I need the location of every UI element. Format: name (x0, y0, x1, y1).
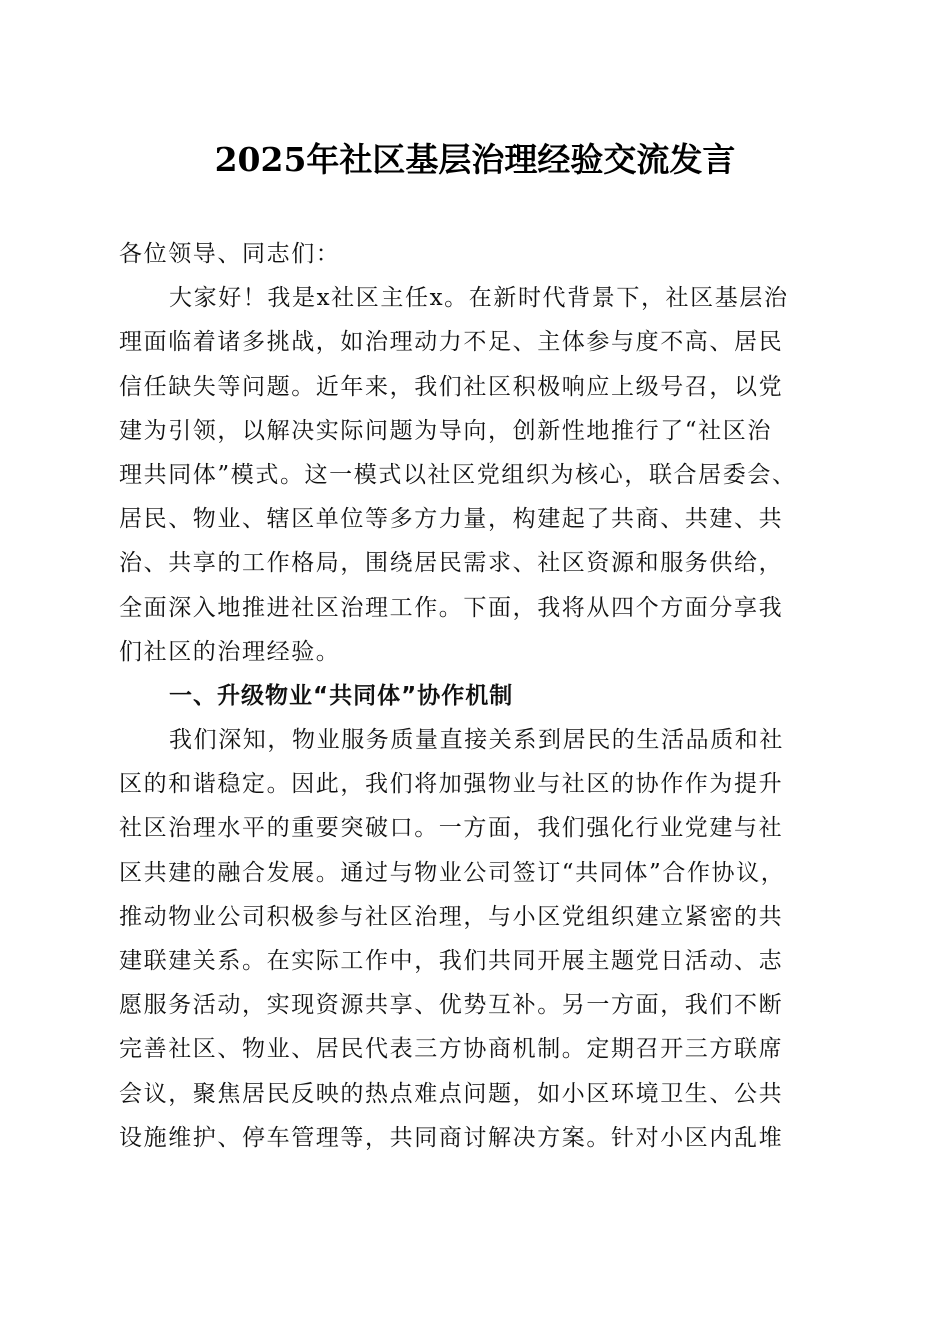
paragraph-line: 设施维护、停车管理等，共同商讨解决方案。针对小区内乱堆 (119, 1124, 784, 1151)
document-title: 2025年社区基层治理经验交流发言 (214, 140, 736, 179)
paragraph-line: 治、共享的工作格局，围绕居民需求、社区资源和服务供给， (119, 550, 784, 577)
paragraph-line: 愿服务活动，实现资源共享、优势互补。另一方面，我们不断 (119, 992, 784, 1019)
salutation: 各位领导、同志们： (119, 241, 341, 267)
paragraph-line: 会议，聚焦居民反映的热点难点问题，如小区环境卫生、公共 (119, 1080, 784, 1107)
paragraph-line: 社区治理水平的重要突破口。一方面，我们强化行业党建与社 (119, 815, 784, 842)
document-body (119, 232, 859, 1160)
paragraph-line: 推动物业公司积极参与社区治理，与小区党组织建立紧密的共 (119, 903, 784, 930)
paragraph-line: 建联建关系。在实际工作中，我们共同开展主题党日活动、志 (119, 948, 784, 974)
paragraph-line: 我们深知，物业服务质量直接关系到居民的生活品质和社 (169, 727, 784, 754)
paragraph-line: 区的和谐稳定。因此，我们将加强物业与社区的协作作为提升 (119, 771, 784, 798)
paragraph-line: 大家好！我是x社区主任x。在新时代背景下，社区基层治 (169, 285, 789, 312)
paragraph-line: 区共建的融合发展。通过与物业公司签订“共同体”合作协议， (119, 859, 786, 886)
paragraph-line: 全面深入地推进社区治理工作。下面，我将从四个方面分享我 (119, 594, 784, 621)
paragraph-line: 们社区的治理经验。 (119, 638, 341, 665)
paragraph-line: 完善社区、物业、居民代表三方协商机制。定期召开三方联席 (119, 1036, 784, 1063)
paragraph-line: 建为引领，以解决实际问题为导向，创新性地推行了“社区治 (119, 417, 772, 444)
paragraph-line: 居民、物业、辖区单位等多方力量，构建起了共商、共建、共 (119, 506, 784, 533)
paragraph-line: 信任缺失等问题。近年来，我们社区积极响应上级号召，以党 (119, 373, 784, 400)
paragraph-line: 理面临着诸多挑战，如治理动力不足、主体参与度不高、居民 (119, 329, 784, 356)
section-heading: 一、升级物业“共同体”协作机制 (169, 682, 514, 709)
paragraph-line: 理共同体”模式。这一模式以社区党组织为核心，联合居委会、 (119, 461, 797, 488)
